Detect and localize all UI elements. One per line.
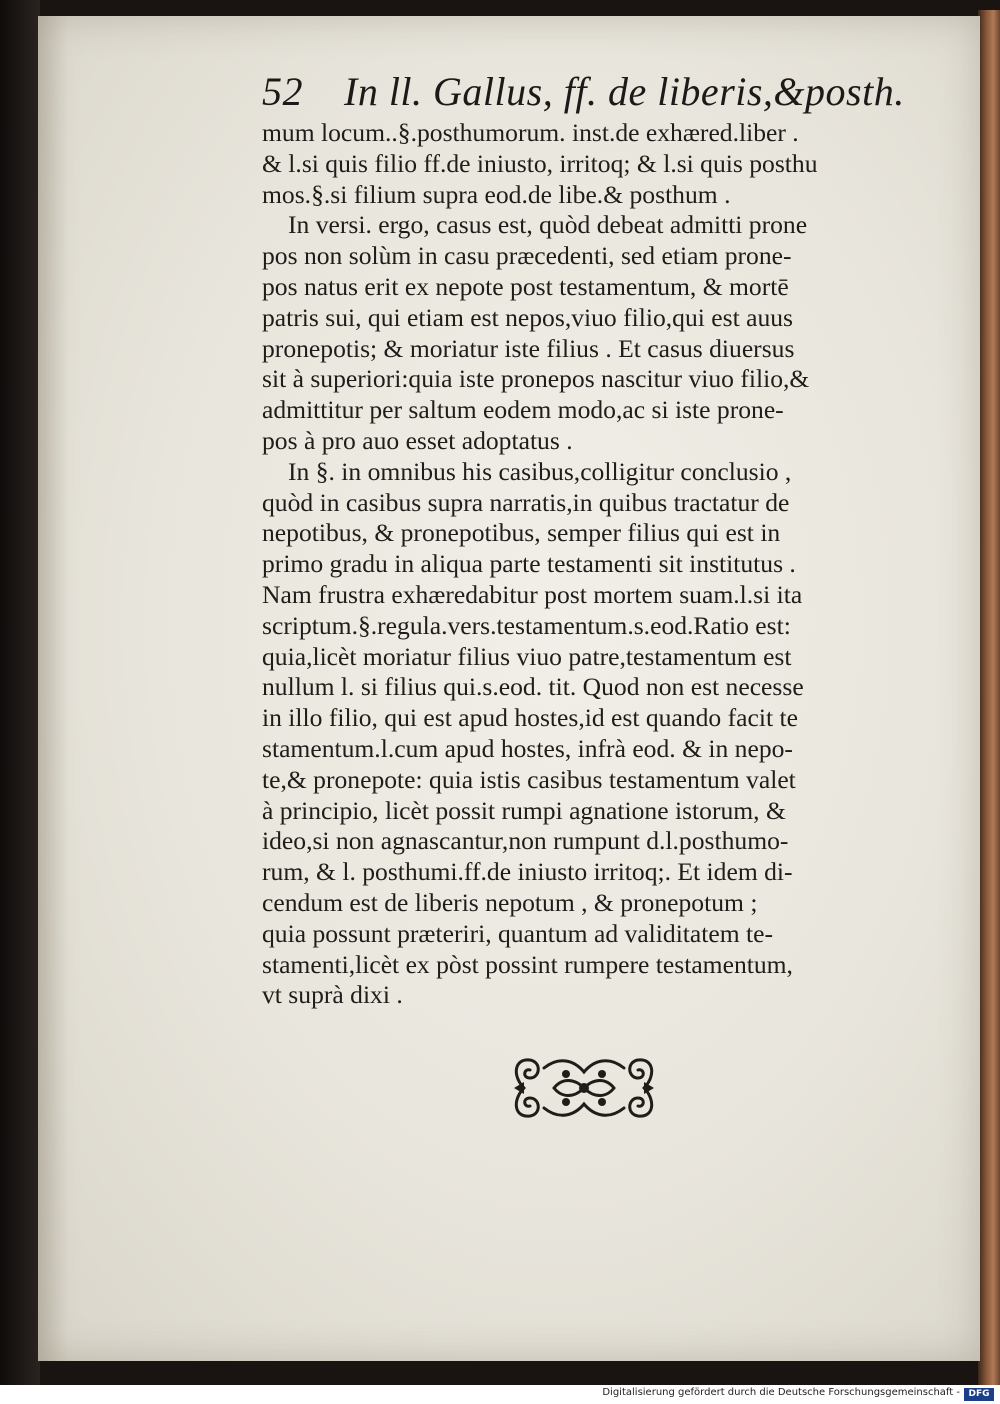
- running-title: In ll. Gallus, ff. de liberis,&posth.: [344, 69, 905, 114]
- text-line: mum locum..§.posthumorum. inst.de exhæred.liber .: [262, 118, 799, 147]
- text-line: pos natus erit ex nepote post testamentum, & mortē: [262, 271, 789, 301]
- text-line: sit à superiori:quia iste pronepos nascitur viuo filio,&: [262, 364, 810, 394]
- text-line: rum, & l. posthumi.ff.de iniusto irritoq;. Et idem di-: [262, 857, 793, 887]
- running-header: [262, 68, 905, 118]
- paragraph-start-line: In versi. ergo, casus est, quòd debeat admitti prone: [288, 210, 808, 240]
- text-line: Nam frustra exhæredabitur post mortem suam.l.si ita: [262, 579, 803, 609]
- text-line: te,& pronepote: quia istis casibus testamentum valet: [262, 764, 796, 794]
- text-line: nullum l. si filius qui.s.eod. tit. Quod non est necesse: [262, 672, 804, 702]
- text-line: pronepotis; & moriatur iste filius . Et casus diuersus: [262, 333, 795, 363]
- text-line: & l.si quis filio ff.de iniusto, irritoq; & l.si quis posthu: [262, 148, 818, 178]
- text-line: admittitur per saltum eodem modo,ac si iste prone-: [262, 395, 784, 425]
- page-number: 52: [262, 69, 303, 114]
- text-line: primo gradu in aliqua parte testamenti sit institutus .: [262, 549, 796, 579]
- text-line: in illo filio, qui est apud hostes,id est quando facit te: [262, 703, 798, 733]
- text-line: ideo,si non agnascantur,non rumpunt d.l.posthumo-: [262, 826, 789, 856]
- text-line: stamentum.l.cum apud hostes, infrà eod. & in nepo-: [262, 733, 793, 763]
- paragraph-start-line: In §. in omnibus his casibus,colligitur conclusio ,: [288, 456, 792, 486]
- text-line: quòd in casibus supra narratis,in quibus tractatur de: [262, 487, 790, 517]
- text-line: quia,licèt moriatur filius viuo patre,testamentum est: [262, 641, 792, 671]
- page-gutter: [38, 16, 68, 1361]
- floral-ornament-icon: [504, 1048, 664, 1128]
- text-line: scriptum.§.regula.vers.testamentum.s.eod.Ratio est:: [262, 610, 791, 640]
- digitization-credit: Digitalisierung gefördert durch die Deutsche Forschungsgemeinschaft -: [602, 1387, 960, 1398]
- text-line: mos.§.si filium supra eod.de libe.& posthum .: [262, 179, 731, 209]
- dfg-logo: DFG: [964, 1388, 994, 1401]
- text-line: quia possunt præteriri, quantum ad validitatem te-: [262, 918, 774, 948]
- book-edge: [978, 10, 1000, 1385]
- text-line: vt suprà dixi .: [262, 980, 403, 1010]
- text-line: stamenti,licèt ex pòst possint rumpere testamentum,: [262, 949, 793, 979]
- text-line: nepotibus, & pronepotibus, semper filius qui est in: [262, 518, 781, 548]
- text-line: pos à pro auo esset adoptatus .: [262, 425, 573, 455]
- text-line: pos non solùm in casu præcedenti, sed etiam prone-: [262, 241, 792, 271]
- text-line: patris sui, qui etiam est nepos,viuo filio,qui est auus: [262, 302, 794, 332]
- text-line: cendum est de liberis nepotum , & pronepotum ;: [262, 887, 758, 917]
- text-line: à principio, licèt possit rumpi agnatione istorum, &: [262, 795, 786, 825]
- book-binding-shadow: [0, 0, 40, 1385]
- body-text: [262, 118, 882, 1011]
